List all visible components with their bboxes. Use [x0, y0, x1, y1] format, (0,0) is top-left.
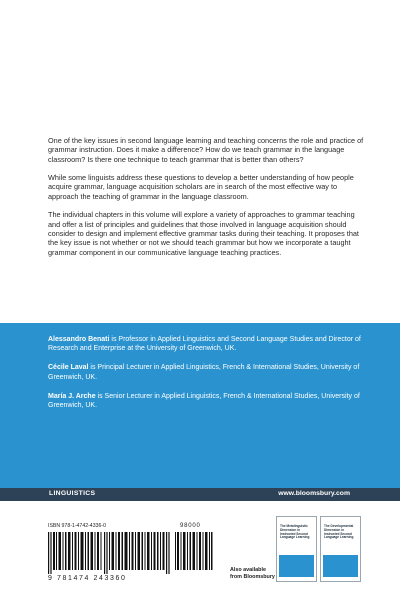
category-bar	[0, 488, 400, 501]
author-bio-text: is Principal Lecturer in Applied Linguistics, French & International Studies, University of Greenwich, UK.	[48, 364, 360, 381]
blurb-paragraph: The individual chapters in this volume will explore a variety of approaches to grammar teaching and offer a list of principles and guidelines that those involved in language acquisition should consider to design and implement effective grammar tasks during their teaching. It proposes that the key issue is not whether or not we should teach grammar but how we incorporate a taught grammar component in our communicative language teaching practices.	[48, 210, 359, 257]
author-bio	[48, 392, 368, 410]
author-name: Cécile Laval	[48, 364, 89, 372]
also-available-note	[230, 567, 275, 580]
also-available-line: from Bloomsbury	[230, 573, 275, 580]
author-bio	[48, 335, 368, 353]
category-label: LINGUISTICS	[49, 490, 96, 497]
related-book-thumbnail[interactable]	[276, 516, 317, 582]
related-book-title: The Metalinguistic Dimension in Instructed Second Language Learning	[280, 524, 310, 540]
isbn-barcode	[48, 532, 170, 574]
blurb-paragraph: While some linguists address these questions to develop a better understanding of how people acquire grammar, language acquisition scholars are in search of the most effective way to approach the teaching of grammar in the language classroom.	[48, 173, 354, 201]
related-book-title: The Developmental Dimension in Instructed Second Language Learning	[324, 524, 354, 540]
blurb-paragraph: One of the key issues in second language learning and teaching concerns the role and practice of grammar instruction. Does it make a difference? How do we teach grammar in the language classroom? Is there one technique to teach grammar that is better than others?	[48, 136, 364, 164]
related-book-cover-band	[323, 555, 358, 577]
isbn-label: ISBN 978-1-4742-4336-0	[48, 523, 106, 529]
related-book-thumbnail[interactable]	[320, 516, 361, 582]
author-bio	[48, 363, 368, 381]
author-bio-text: is Senior Lecturer in Applied Linguistics, French & International Studies, University of Greenwich, UK.	[48, 392, 360, 410]
related-book-cover-band	[279, 555, 314, 577]
blurb-text	[48, 136, 368, 266]
author-bio-text: is Professor in Applied Linguistics and Second Language Studies and Director of Research and Enterprise at the University of Greenwich, UK.	[48, 336, 361, 353]
barcode-digits: 9 781474 243360	[48, 575, 127, 582]
author-bios	[48, 335, 368, 420]
author-name: Alessandro Benati	[48, 336, 110, 343]
publisher-website[interactable]: www.bloomsbury.com	[278, 490, 350, 497]
isbn-addon-digits: 98000	[180, 523, 201, 529]
author-name: María J. Arche	[48, 392, 96, 400]
also-available-line: Also available	[230, 567, 266, 573]
isbn-addon-barcode	[175, 532, 213, 570]
